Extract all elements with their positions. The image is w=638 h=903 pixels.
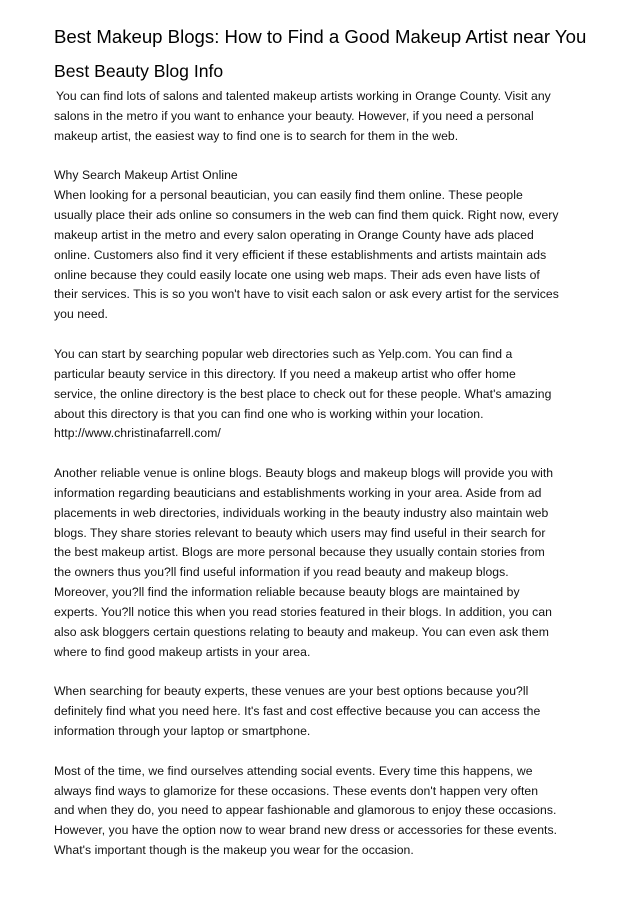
paragraph-social-events: Most of the time, we find ourselves attending social events. Every time this happens, we always find ways to glamorize for these occasions. These events don't happen very often and when they do, you need to appear fashionable and glamorous to enjoy these occasions. However, you have the option now to wear brand new dress or accessories for these events. What's important though is the makeup you wear for the occasion. [54, 763, 558, 858]
paragraph-online-blogs: Another reliable venue is online blogs. Beauty blogs and makeup blogs will provide you with information regarding beauticians and establishments working in your area. Aside from ad placements in web directories, individuals working in the beauty industry also maintain web blogs. They share stories relevant to beauty which users may find useful in their search for the best makeup artist. Blogs are more personal because they usually contain stories from the owners thus you?ll find useful information if you read beauty and makeup blogs. Moreover, you?ll find the information reliable because beauty blogs are maintained by experts. You?ll notice this when you read stories featured in their blogs. In addition, you can also ask bloggers certain questions relating to beauty and makeup. You can even ask them where to find good makeup artists in your area. [54, 466, 554, 659]
document-page [54, 26, 599, 861]
document-title: Best Makeup Blogs: How to Find a Good Makeup Artist near You [54, 26, 587, 47]
paragraph-web-directories: You can start by searching popular web directories such as Yelp.com. You can find a particular beauty service in this directory. If you need a makeup artist who offer home service, the online directory is the best place to check out for these people. What's amazing about this directory is that you can find one who is working within your location. http://www.christinafarrell.com/ [54, 346, 552, 441]
paragraph-why-search-online: Why Search Makeup Artist Online When looking for a personal beautician, you can easily find them online. These people usually place their ads online so consumers in the web can find them quick. Right now, every makeup artist in the metro and every salon operating in Orange County have ads placed online. Customers also find it very efficient if these establishments and artists maintain ads online because they could easily locate one using web maps. Their ads even have lists of their services. This is so you won't have to visit each salon or ask every artist for the services you need. [54, 168, 559, 322]
paragraph-best-options: When searching for beauty experts, these venues are your best options because you?ll definitely find what you need here. It's fast and cost effective because you can access the information through your laptop or smartphone. [54, 684, 541, 738]
document-body [54, 87, 599, 861]
paragraph-intro: You can find lots of salons and talented makeup artists working in Orange County. Visit any salons in the metro if you want to enhance your beauty. However, if you need a personal makeup artist, the easiest way to find one is to search for them in the web. [54, 89, 551, 143]
document-subtitle: Best Beauty Blog Info [54, 61, 224, 81]
